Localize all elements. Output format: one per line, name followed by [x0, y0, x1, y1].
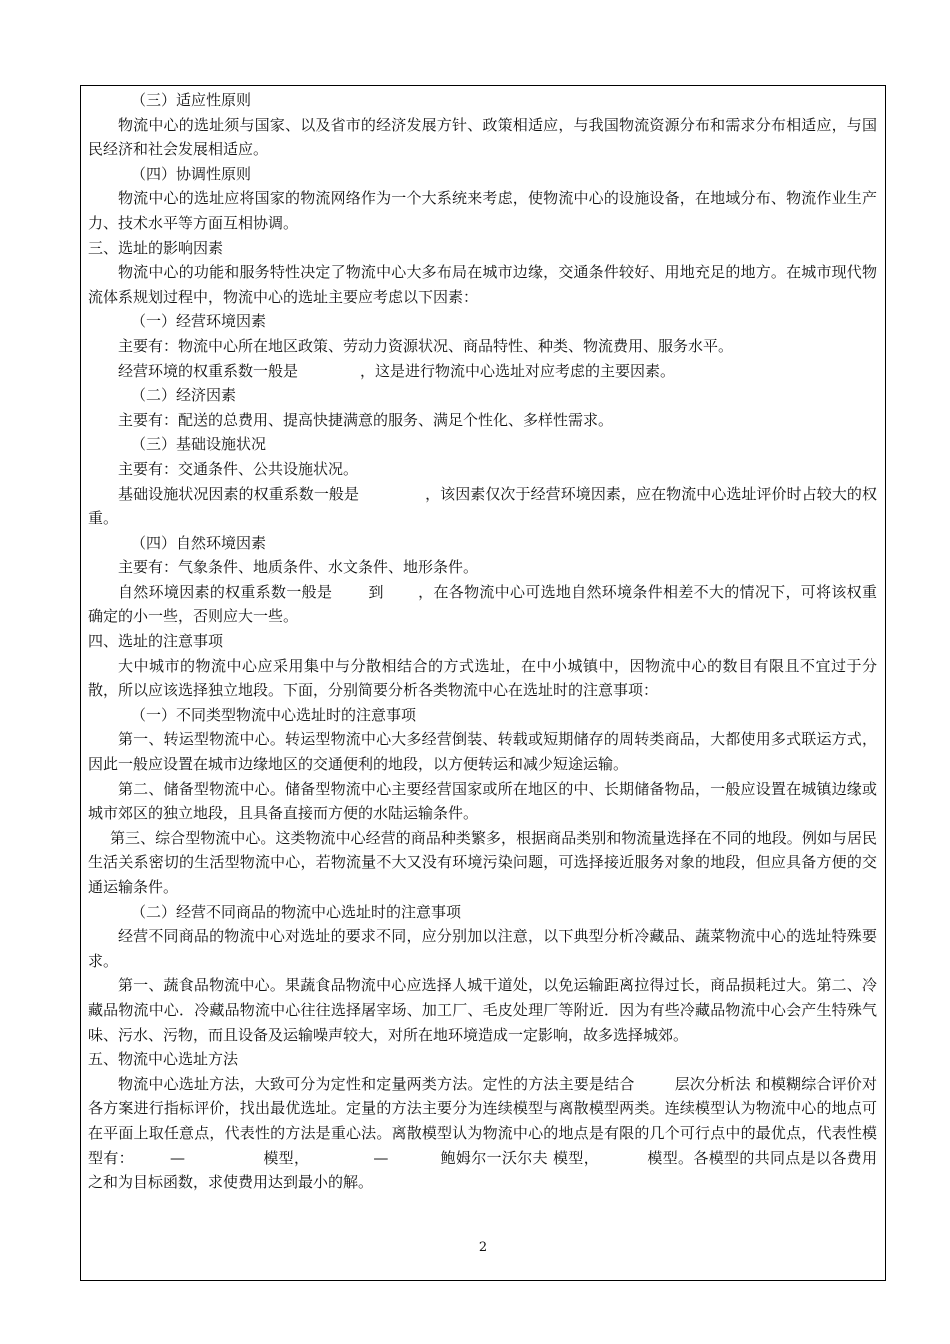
section-3-heading: 三、选址的影响因素 [88, 238, 224, 257]
paragraph-business-weight: 经营环境的权重系数一般是 ，这是进行物流中心选址对应考虑的主要因素。 [118, 361, 676, 380]
heading-economic: （二）经济因素 [131, 386, 237, 405]
paragraph-notes-intro: 大中城市的物流中心应采用集中与分散相结合的方式选址，在中小城镇中，因物流中心的数目有限且不宜过于分散，所以应该选择独立地段。下面，分别简要分析各类物流中心在选址时的注意事项： [88, 656, 877, 700]
section-5-heading: 五、物流中心选址方法 [88, 1050, 239, 1069]
heading-infrastructure: （三）基础设施状况 [131, 435, 267, 454]
paragraph-integrated-center: 第三、综合型物流中心。这类物流中心经营的商品种类繁多，根据商品类别和物流量选择在不同的地段。例如与居民生活关系密切的生活型物流中心，若物流量不大又没有环境污染问题，可选择接近服务对象的地段，但应具备方便的交通运输条件。 [88, 828, 877, 896]
heading-business-environment: （一）经营环境因素 [131, 312, 267, 331]
paragraph-economic: 主要有：配送的总费用、提高快捷满意的服务、满足个性化、多样性需求。 [118, 410, 614, 429]
paragraph-adaptability: 物流中心的选址须与国家、以及省市的经济发展方针、政策相适应，与我国物流资源分布和需求分布相适应，与国民经济和社会发展相适应。 [88, 115, 877, 159]
heading-natural-environment: （四）自然环境因素 [131, 533, 267, 552]
paragraph-coordination: 物流中心的选址应将国家的物流网络作为一个大系统来考虑，使物流中心的设施设备，在地域分布、物流作业生产力、技术水平等方面互相协调。 [88, 189, 877, 232]
paragraph-natural-weight: 自然环境因素的权重系数一般是 到 ，在各物流中心可选地自然环境条件相差不大的情况下，可将该权重确定的小一些，否则应大一些。 [88, 582, 877, 626]
paragraph-location-methods: 物流中心选址方法，大致可分为定性和定量两类方法。定性的方法主要是结合 层次分析法 和模糊综合评价对各方案进行指标评价，找出最优选址。定量的方法主要分为连续模型与离散模型两类。连续模型认为物流中心的地点可在平面上取任意点，代表性的方法是重心法。离散模型认为物流中心的地点是有限的几个可行点中的最优点，代表性模型有： — 模型， — 鲍姆尔一沃尔夫 模型， 模型。各模型的共同点是以各费用之和为目标函数，求使费用达到最小的解。 [88, 1074, 877, 1192]
paragraph-storage-center: 第二、储备型物流中心。储备型物流中心主要经营国家或所在地区的中、长期储备物品，一般应设置在城镇边缘或城市郊区的独立地段，且具备直接而方便的水陆运输条件。 [88, 779, 877, 823]
paragraph-infrastructure-weight: 基础设施状况因素的权重系数一般是 ，该因素仅次于经营环境因素，应在物流中心选址评价时占较大的权重。 [88, 484, 877, 528]
heading-coordination: （四）协调性原则 [131, 164, 252, 183]
page-frame [80, 85, 886, 1281]
heading-adaptability: （三）适应性原则 [131, 91, 252, 109]
section-4-heading: 四、选址的注意事项 [88, 632, 224, 651]
document-body [88, 88, 877, 1195]
paragraph-business-environment: 主要有：物流中心所在地区政策、劳动力资源状况、商品特性、种类、物流费用、服务水平。 [118, 336, 734, 355]
paragraph-food-cold-storage: 第一、蔬食品物流中心。果蔬食品物流中心应选择人城干道处，以免运输距离拉得过长，商品损耗过大。第二、冷藏品物流中心．冷藏品物流中心往往选择屠宰场、加工厂、毛皮处理厂等附近．因为有些冷藏品物流中心会产生特殊气味、污水、污物，而且设备及运输噪声较大，对所在地环境造成一定影响，故多选择城郊。 [88, 976, 877, 1044]
paragraph-infrastructure: 主要有：交通条件、公共设施状况。 [118, 459, 359, 478]
paragraph-natural-environment: 主要有：气象条件、地质条件、水文条件、地形条件。 [118, 558, 479, 577]
heading-type-notes: （一）不同类型物流中心选址时的注意事项 [131, 705, 417, 724]
page-number: 2 [478, 1240, 488, 1255]
paragraph-factors-intro: 物流中心的功能和服务特性决定了物流中心大多布局在城市边缘，交通条件较好、用地充足的地方。在城市现代物流体系规划过程中，物流中心的选址主要应考虑以下因素： [88, 263, 877, 306]
heading-commodity-notes: （二）经营不同商品的物流中心选址时的注意事项 [131, 902, 462, 921]
paragraph-transit-center: 第一、转运型物流中心。转运型物流中心大多经营倒装、转载或短期储存的周转类商品，大都使用多式联运方式，因此一般应设置在城市边缘地区的交通便利的地段，以方便转运和减少短途运输。 [88, 730, 877, 774]
paragraph-commodity-intro: 经营不同商品的物流中心对选址的要求不同，应分别加以注意，以下典型分析冷藏品、蔬菜物流中心的选址特殊要求。 [88, 927, 877, 970]
